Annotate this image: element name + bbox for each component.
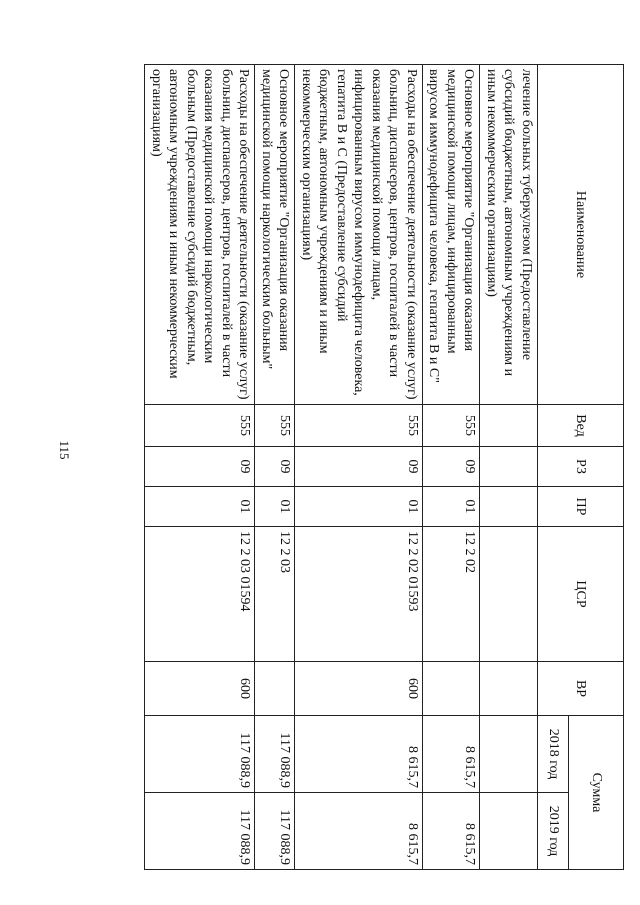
row-sum-2019: 8 615,7 <box>295 793 423 870</box>
row-sum-2018: 117 088,9 <box>255 716 295 793</box>
header-sum: Сумма <box>569 716 624 870</box>
row-pr: 01 <box>145 487 255 527</box>
row-vr <box>480 662 538 716</box>
table-body <box>145 65 538 870</box>
row-name: Основное мероприятие "Организация оказания медицинской помощи наркологическим больным" <box>255 65 295 405</box>
row-vr: 600 <box>145 662 255 716</box>
table-row <box>423 65 481 870</box>
header-year-2019: 2019 год <box>538 793 569 870</box>
header-pr: ПР <box>538 487 624 527</box>
budget-table <box>145 64 625 870</box>
row-vr <box>255 662 295 716</box>
table-row <box>255 65 295 870</box>
row-ved: 555 <box>255 405 295 447</box>
header-csr: ЦСР <box>538 527 624 662</box>
row-name: Основное мероприятие "Организация оказания медицинской помощи лицам, инфицированным вирусом иммунодефицита человека, гепатита В и С" <box>423 65 481 405</box>
row-csr: 12 2 02 <box>423 527 481 662</box>
row-vr: 600 <box>295 662 423 716</box>
row-ved: 555 <box>145 405 255 447</box>
row-csr <box>480 527 538 662</box>
page-number: 115 <box>57 440 72 460</box>
row-csr: 12 2 03 01594 <box>145 527 255 662</box>
table-row <box>295 65 423 870</box>
row-name: Расходы на обеспечение деятельности (оказание услуг) больниц, диспансеров, центров, госпиталей в части оказания медицинской помощи наркологическим больным (Предоставление субсидий бюджетным, автономным учреждениям и иным некоммерческим организациям) <box>145 65 255 405</box>
header-ved: Вед <box>538 405 624 447</box>
row-rz: 09 <box>255 447 295 487</box>
row-sum-2018: 8 615,7 <box>295 716 423 793</box>
table-header <box>538 65 624 870</box>
row-sum-2019: 117 088,9 <box>145 793 255 870</box>
row-ved <box>480 405 538 447</box>
row-sum-2019: 117 088,9 <box>255 793 295 870</box>
row-name: лечение больных туберкулезом (Предоставление субсидий бюджетным, автономным учреждениям и иным некоммерческим организациям) <box>480 65 538 405</box>
header-name: Наименование <box>538 65 624 405</box>
header-vr: ВР <box>538 662 624 716</box>
row-sum-2018 <box>480 716 538 793</box>
row-rz <box>480 447 538 487</box>
row-pr <box>480 487 538 527</box>
row-sum-2019: 8 615,7 <box>423 793 481 870</box>
row-sum-2019 <box>480 793 538 870</box>
header-year-2018: 2018 год <box>538 716 569 793</box>
row-csr: 12 2 03 <box>255 527 295 662</box>
table-row <box>145 65 255 870</box>
row-pr: 01 <box>295 487 423 527</box>
row-pr: 01 <box>255 487 295 527</box>
row-ved: 555 <box>423 405 481 447</box>
row-rz: 09 <box>145 447 255 487</box>
table-row <box>480 65 538 870</box>
row-sum-2018: 117 088,9 <box>145 716 255 793</box>
header-rz: РЗ <box>538 447 624 487</box>
row-vr <box>423 662 481 716</box>
row-sum-2018: 8 615,7 <box>423 716 481 793</box>
row-name: Расходы на обеспечение деятельности (оказание услуг) больниц, диспансеров, центров, госпиталей в части оказания медицинской помощи лицам, инфицированным вирусом иммунодефицита человека, гепатита В и С (Предоставление субсидий бюджетным, автономным учреждениям и иным некоммерческим организациям) <box>295 65 423 405</box>
row-rz: 09 <box>295 447 423 487</box>
row-pr: 01 <box>423 487 481 527</box>
row-ved: 555 <box>295 405 423 447</box>
row-rz: 09 <box>423 447 481 487</box>
row-csr: 12 2 02 01593 <box>295 527 423 662</box>
